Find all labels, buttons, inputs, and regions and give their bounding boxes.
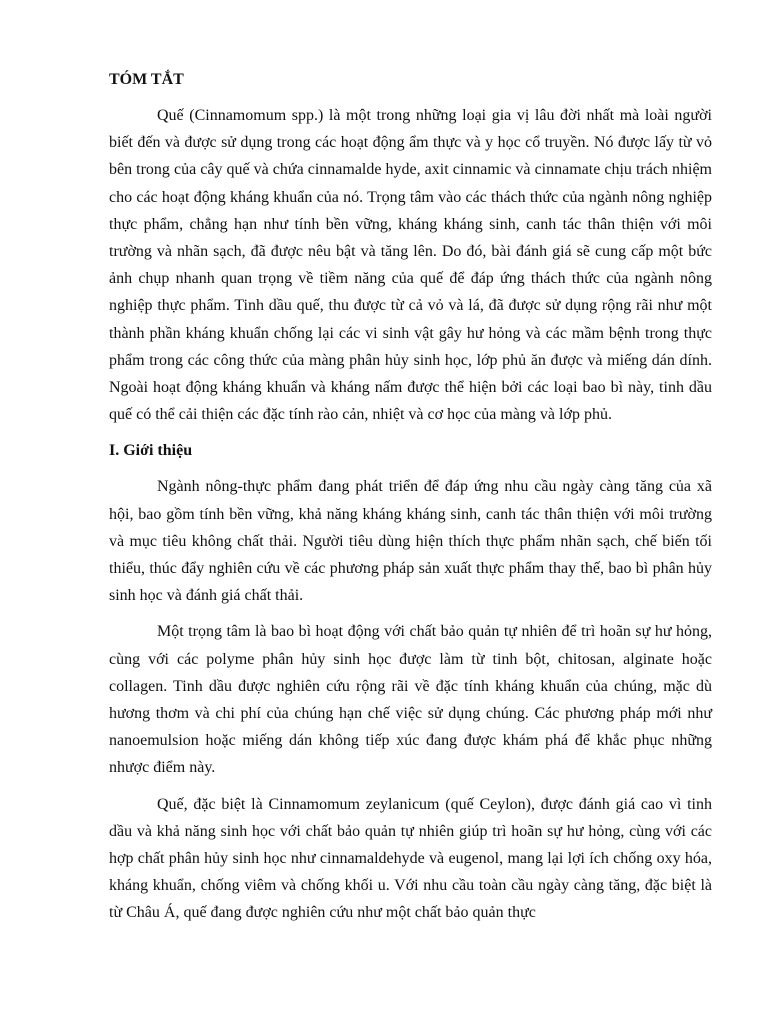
document-page [109,66,712,936]
summary-paragraph: Quế (Cinnamomum spp.) là một trong những loại gia vị lâu đời nhất mà loài người biết đến và được sử dụng trong các hoạt động ẩm thực và y học cổ truyền. Nó được lấy từ vỏ bên trong của cây quế và chứa cinnamalde hyde, axit cinnamic và cinnamate chịu trách nhiệm cho các hoạt động kháng khuẩn của nó. Trọng tâm vào các thách thức của ngành nông nghiệp thực phẩm, chẳng hạn như tính bền vững, kháng kháng sinh, canh tác thân thiện với môi trường và nhãn sạch, đã được nêu bật và tăng lên. Do đó, bài đánh giá sẽ cung cấp một bức ảnh chụp nhanh quan trọng về tiềm năng của quế để đáp ứng thách thức của ngành nông nghiệp thực phẩm. Tinh dầu quế, thu được từ cả vỏ và lá, đã được sử dụng rộng rãi như một thành phần kháng khuẩn chống lại các vi sinh vật gây hư hỏng và các mầm bệnh trong thực phẩm trong các công thức của màng phân hủy sinh học, lớp phủ ăn được và miếng dán dính. Ngoài hoạt động kháng khuẩn và kháng nấm được thể hiện bởi các loại bao bì này, tinh dầu quế có thể cải thiện các đặc tính rào cản, nhiệt và cơ học của màng và lớp phủ. [109,107,712,424]
summary-heading: TÓM TẮT [109,71,184,88]
intro-heading: I. Giới thiệu [109,442,193,460]
intro-paragraph-2: Một trọng tâm là bao bì hoạt động với chất bảo quản tự nhiên để trì hoãn sự hư hỏng, cùng với các polyme phân hủy sinh học được làm từ tinh bột, chitosan, alginate hoặc collagen. Tinh dầu được nghiên cứu rộng rãi về đặc tính kháng khuẩn của chúng, mặc dù hương thơm và chi phí của chúng hạn chế việc sử dụng chúng. Các phương pháp mới như nanoemulsion hoặc miếng dán không tiếp xúc đang được khám phá để khắc phục những nhược điểm này. [109,623,712,777]
intro-paragraph-3: Quế, đặc biệt là Cinnamomum zeylanicum (quế Ceylon), được đánh giá cao vì tinh dầu và khả năng sinh học với chất bảo quản tự nhiên giúp trì hoãn sự hư hỏng, cùng với các hợp chất phân hủy sinh học như cinnamaldehyde và eugenol, mang lại lợi ích chống oxy hóa, kháng khuẩn, chống viêm và chống khối u. Với nhu cầu toàn cầu ngày càng tăng, đặc biệt là từ Châu Á, quế đang được nghiên cứu như một chất bảo quản thực [109,795,712,922]
intro-paragraph-1: Ngành nông-thực phẩm đang phát triển để đáp ứng nhu cầu ngày càng tăng của xã hội, bao gồm tính bền vững, khả năng kháng kháng sinh, canh tác thân thiện với môi trường và mục tiêu không chất thải. Người tiêu dùng hiện thích thực phẩm nhãn sạch, chế biến tối thiểu, thúc đẩy nghiên cứu về các phương pháp sản xuất thực phẩm thay thế, bao bì phân hủy sinh học và đánh giá chất thải. [109,478,712,605]
